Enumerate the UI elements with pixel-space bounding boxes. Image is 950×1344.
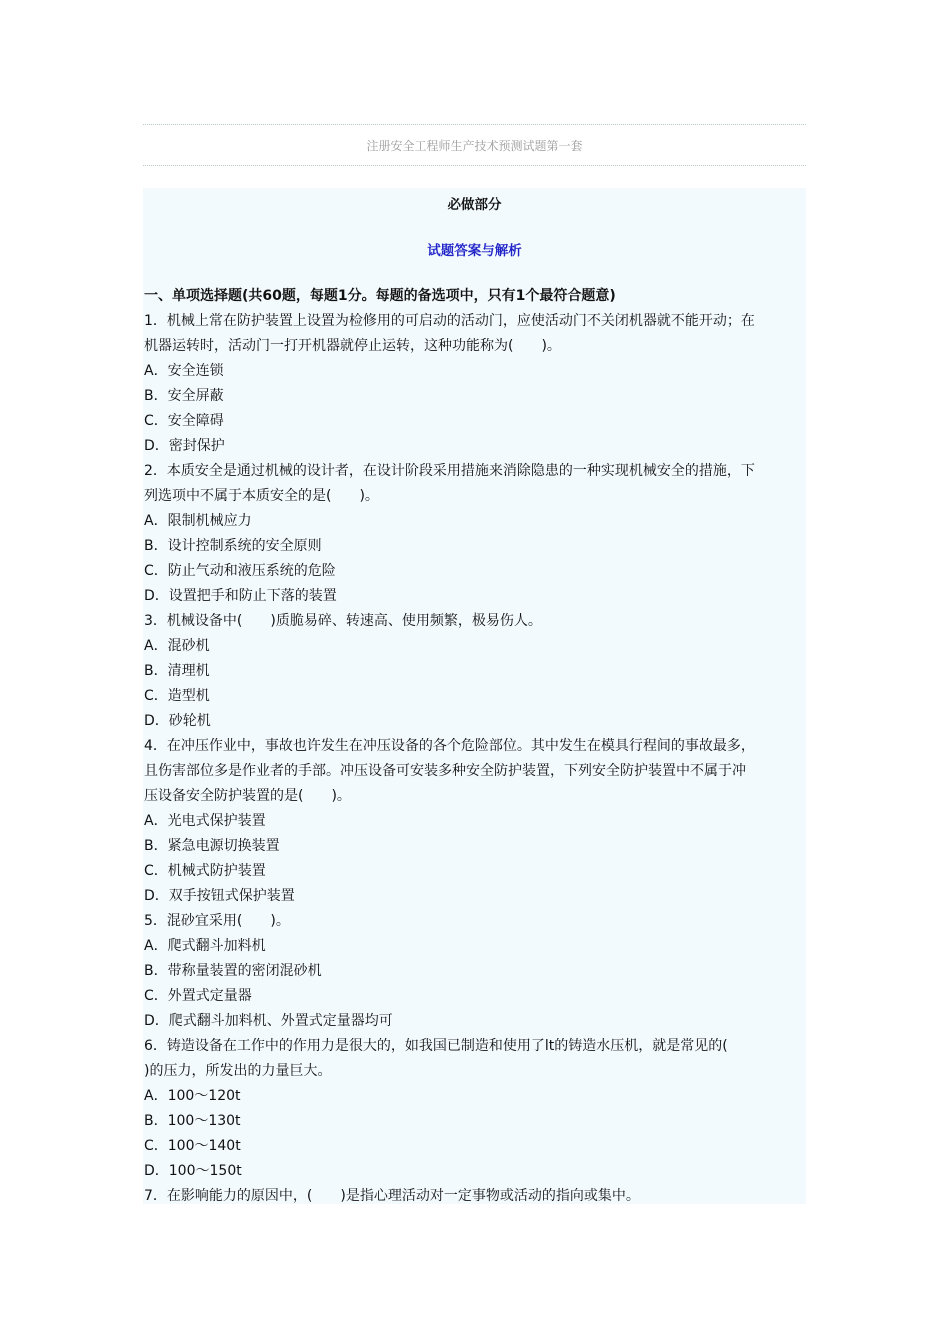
- answer-option: B．带称量装置的密闭混砂机: [144, 963, 322, 979]
- document-header: [143, 124, 806, 166]
- answer-option: A．光电式保护装置: [144, 813, 266, 829]
- question-text-line: 5．混砂宜采用( )。: [144, 913, 290, 929]
- answer-option: C．机械式防护装置: [144, 863, 266, 879]
- answer-option: A．爬式翻斗加料机: [144, 938, 266, 954]
- answer-option: C．安全障碍: [144, 413, 224, 429]
- section-subtitle: 试题答案与解析: [427, 243, 522, 259]
- question-item: [144, 609, 806, 734]
- answer-option: B．紧急电源切换装置: [144, 838, 280, 854]
- question-text-line: 1．机械上常在防护装置上设置为检修用的可启动的活动门，应使活动门不关闭机器就不能开动；在: [144, 313, 755, 329]
- answer-option: B．清理机: [144, 663, 210, 679]
- question-item: [144, 1034, 806, 1184]
- question-text-line: )的压力，所发出的力量巨大。: [144, 1063, 332, 1079]
- answer-option: D．双手按钮式保护装置: [144, 888, 295, 904]
- answer-option: C．外置式定量器: [144, 988, 252, 1004]
- answer-option: B．安全屏蔽: [144, 388, 224, 404]
- questions-container: [144, 309, 806, 1209]
- question-text-line: 且伤害部位多是作业者的手部。冲压设备可安装多种安全防护装置，下列安全防护装置中不属于冲: [144, 763, 746, 779]
- answer-option: B．设计控制系统的安全原则: [144, 538, 322, 554]
- answer-option: D．设置把手和防止下落的装置: [144, 588, 337, 604]
- answer-option: C．100～140t: [144, 1138, 241, 1154]
- question-text-line: 压设备安全防护装置的是( )。: [144, 788, 351, 804]
- question-item: [144, 1184, 806, 1209]
- question-item: [144, 309, 806, 459]
- question-text-line: 7．在影响能力的原因中，( )是指心理活动对一定事物或活动的指向或集中。: [144, 1188, 640, 1204]
- question-item: [144, 909, 806, 1034]
- question-text-line: 3．机械设备中( )质脆易碎、转速高、使用频繁，极易伤人。: [144, 613, 542, 629]
- section-title: 必做部分: [447, 197, 502, 213]
- answer-option: C．造型机: [144, 688, 210, 704]
- question-text-line: 列选项中不属于本质安全的是( )。: [144, 488, 379, 504]
- answer-option: B．100～130t: [144, 1113, 241, 1129]
- question-text-line: 2．本质安全是通过机械的设计者，在设计阶段采用措施来消除隐患的一种实现机械安全的措施，下: [144, 463, 755, 479]
- part-heading: 一、单项选择题(共60题，每题1分。每题的备选项中，只有1个最符合题意): [144, 288, 616, 304]
- answer-option: A．100～120t: [144, 1088, 241, 1104]
- answer-option: A．混砂机: [144, 638, 210, 654]
- answer-option: D．密封保护: [144, 438, 225, 454]
- answer-option: A．安全连锁: [144, 363, 224, 379]
- answer-option: D．100～150t: [144, 1163, 242, 1179]
- question-item: [144, 459, 806, 609]
- answer-option: C．防止气动和液压系统的危险: [144, 563, 336, 579]
- question-item: [144, 734, 806, 909]
- header-title: 注册安全工程师生产技术预测试题第一套: [366, 138, 583, 153]
- question-text-line: 机器运转时，活动门一打开机器就停止运转，这种功能称为( )。: [144, 338, 561, 354]
- question-list: [144, 284, 806, 1209]
- content-panel: [143, 188, 806, 1204]
- answer-option: D．爬式翻斗加料机、外置式定量器均可: [144, 1013, 393, 1029]
- answer-option: D．砂轮机: [144, 713, 211, 729]
- question-text-line: 6．铸造设备在工作中的作用力是很大的，如我国已制造和使用了lt的铸造水压机，就是常见的(: [144, 1038, 728, 1054]
- answer-option: A．限制机械应力: [144, 513, 252, 529]
- question-text-line: 4．在冲压作业中，事故也许发生在冲压设备的各个危险部位。其中发生在模具行程间的事故最多，: [144, 738, 755, 754]
